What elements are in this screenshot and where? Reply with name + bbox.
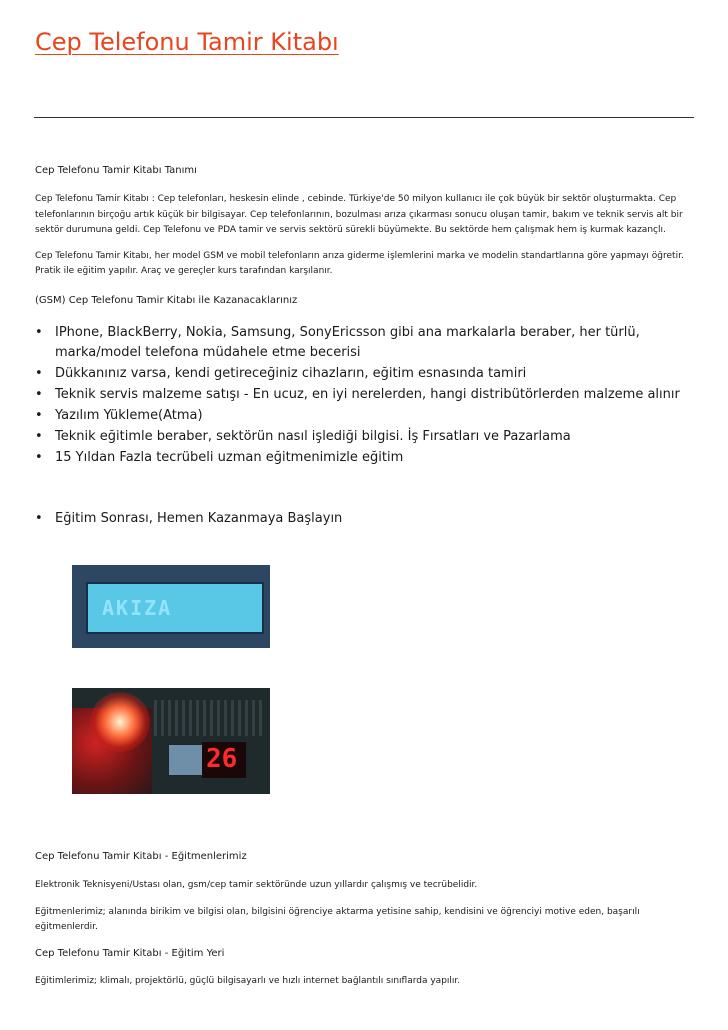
- document-title: Cep Telefonu Tamir Kitabı: [35, 28, 339, 56]
- teachers-paragraph-2: Eğitmenlerimiz; alanında birikim ve bilgisi olan, bilgisini öğrenciye aktarma yetisine sahip, kendisini ve öğrenciyi motive eden, başarılı eğitmenlerdir.: [35, 906, 640, 932]
- lcd-text: AKIZA: [102, 596, 173, 620]
- teachers-paragraph-1: Elektronik Teknisyeni/Ustası olan, gsm/cep tamir sektöründe uzun yıllardır çalışmış ve tecrübelidir.: [35, 880, 478, 890]
- seven-segment-display: [202, 742, 246, 778]
- list-item: • 15 Yıldan Fazla tecrübeli uzman eğitmenimizle eğitim: [35, 448, 695, 468]
- bullet-icon: •: [35, 510, 43, 526]
- lcd-display-image: [72, 565, 270, 648]
- gains-list: [35, 323, 695, 468]
- list-item: • Teknik servis malzeme satışı - En ucuz, en iyi nerelerden, hangi distribütörlerden malzeme alınır: [35, 385, 695, 405]
- segment-digits: 26: [206, 744, 238, 774]
- place-heading: Cep Telefonu Tamir Kitabı - Eğitim Yeri: [35, 947, 225, 959]
- list-item: • Eğitim Sonrası, Hemen Kazanmaya Başlayın: [35, 509, 695, 529]
- title-divider: [34, 117, 694, 118]
- bullet-icon: •: [35, 365, 43, 381]
- list-item: • IPhone, BlackBerry, Nokia, Samsung, SonyEricsson gibi ana markalarla beraber, her türlü, marka/model telefona müdahele etme becerisi: [35, 324, 640, 360]
- extra-list: [35, 509, 695, 529]
- lcd-screen: [86, 582, 264, 634]
- circuit-board-image: [72, 688, 270, 794]
- bullet-icon: •: [35, 449, 43, 465]
- bullet-icon: •: [35, 407, 43, 423]
- gains-heading: (GSM) Cep Telefonu Tamir Kitabı ile Kazanacaklarınız: [35, 294, 298, 306]
- place-paragraph-1: Eğitimlerimiz; klimalı, projektörlü, güçlü bilgisayarlı ve hızlı internet bağlantılı sınıflarda yapılır.: [35, 975, 461, 986]
- teachers-heading: Cep Telefonu Tamir Kitabı - Eğitmenlerimiz: [35, 851, 247, 862]
- list-item: • Teknik eğitimle beraber, sektörün nasıl işlediği bilgisi. İş Fırsatları ve Pazarlama: [35, 427, 695, 447]
- board-pins: [154, 700, 264, 736]
- list-item: • Dükkanınız varsa, kendi getireceğiniz cihazların, eğitim esnasında tamiri: [35, 364, 695, 384]
- bottom-content: [35, 850, 695, 999]
- main-content: [35, 164, 695, 530]
- bullet-icon: •: [35, 386, 43, 402]
- bullet-icon: •: [35, 428, 43, 444]
- led-glow: [90, 692, 150, 752]
- intro-heading: Cep Telefonu Tamir Kitabı Tanımı: [35, 165, 197, 176]
- list-item: • Yazılım Yükleme(Atma): [35, 406, 695, 426]
- intro-paragraph-1: Cep Telefonu Tamir Kitabı : Cep telefonları, heskesin elinde , cebinde. Türkiye'de 50 milyon kullanıcı ile çok büyük bir sektör oluşturmakta. Cep telefonlarının birçoğu artık küçük bir bilgisayar. Cep telefonlarının, bozulması arıza çıkarması sonucu oluşan tamir, bakım ve teknik servis alt bir sektör durumuna geldi. Cep Telefonu ve PDA tamir ve servis sektörü sürekli büyümekte. Bu sektörde hem çalışmak hem iş kurmak kazançlı.: [35, 194, 683, 235]
- intro-paragraph-2: Cep Telefonu Tamir Kitabı, her model GSM ve mobil telefonların arıza giderme işlemlerini marka ve modelin standartlarına göre yapmayı öğretir. Pratik ile eğitim yapılır. Araç ve gereçler kurs tarafından karşılanır.: [35, 250, 684, 276]
- bullet-icon: •: [35, 324, 43, 340]
